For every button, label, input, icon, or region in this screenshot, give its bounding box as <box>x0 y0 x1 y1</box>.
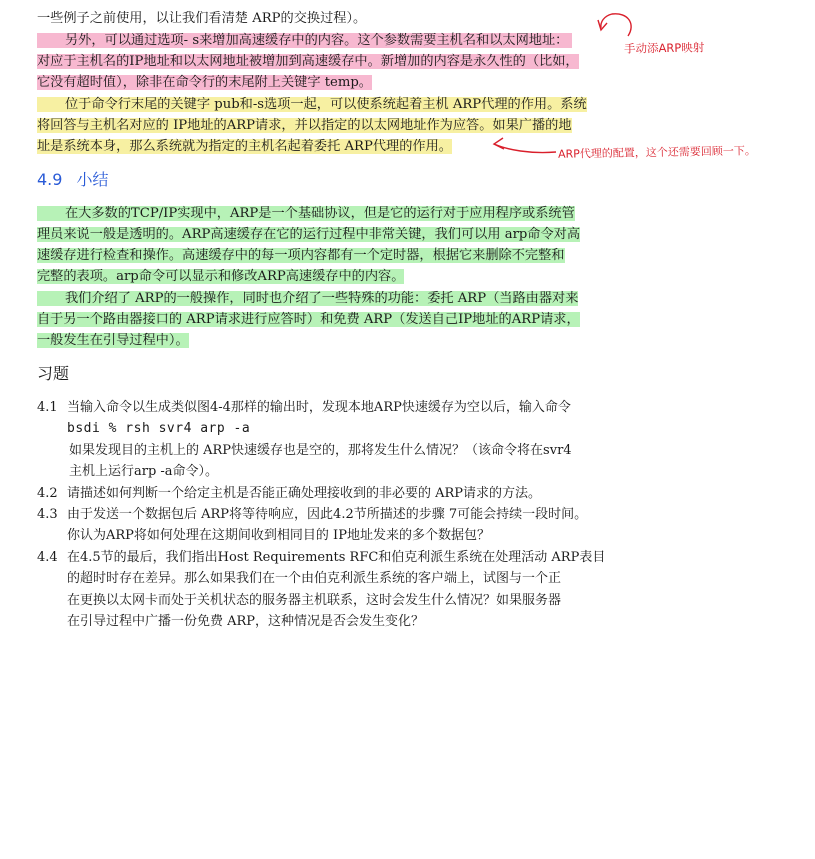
exercise-number: 4.4 <box>37 550 58 565</box>
exercise-number: 4.2 <box>37 486 58 501</box>
text-line: 一些例子之前使用，以让我们看清楚 ARP的交换过程）。 <box>37 11 367 26</box>
exercise-4-2: 4.2 请描述如何判断一个给定主机是否能正确处理接收到的非必要的 ARP请求的方法。 <box>37 483 622 504</box>
exercise-4-4: 4.4 在4.5节的最后，我们指出Host Requirements RFC和伯克利派生系统在处理活动 ARP表目 <box>37 547 622 568</box>
highlight-line-yellow: 将回答与主机名对应的 IP地址的ARP请求，并以指定的以太网地址作为应答。如果广播的地 <box>37 118 572 133</box>
exercise-line: 如果发现目的主机上的 ARP快速缓存也是空的，那将发生什么情况？（该命令将在svr4 <box>69 443 572 458</box>
highlight-line-green: 我们介绍了 ARP的一般操作，同时也介绍了一些特殊的功能：委托 ARP（当路由器对来 <box>37 288 617 309</box>
command-text: bsdi % rsh svr4 arp -a <box>67 421 251 436</box>
exercise-line: 在引导过程中广播一份免费 ARP，这种情况是否会发生变化？ <box>67 614 425 629</box>
exercises-heading: 习题 <box>37 364 70 383</box>
highlight-line-pink: 它没有超时值），除非在命令行的末尾附上关键字 temp。 <box>37 75 372 90</box>
highlight-line-green: 速缓存进行检查和操作。高速缓存中的每一项内容都有一个定时器，根据它来删除不完整和 <box>37 248 565 263</box>
highlight-line-yellow: 址是系统本身，那么系统就为指定的主机名起着委托 ARP代理的作用。 <box>37 139 452 154</box>
section-title: 小结 <box>76 170 109 189</box>
exercise-4-1: 4.1 当输入命令以生成类似图4-4那样的输出时，发现本地ARP快速缓存为空以后，输入命令 <box>37 397 622 418</box>
handwritten-note-2: ARP代理的配置，这个还需要回顾一下。 <box>557 144 756 161</box>
exercise-number: 4.3 <box>37 507 58 522</box>
section-heading <box>37 168 108 192</box>
exercise-line: 的超时时存在差异。那么如果我们在一个由伯克利派生系统的客户端上，试图与一个正 <box>67 571 562 586</box>
highlight-line-green: 在大多数的TCP/IP实现中，ARP是一个基础协议，但是它的运行对于应用程序或系统管 <box>37 203 617 224</box>
exercise-line: 在更换以太网卡而处于关机状态的服务器主机联系，这时会发生什么情况？如果服务器 <box>67 593 562 608</box>
highlight-line-yellow: 位于命令行末尾的关键字 pub和-s选项一起，可以使系统起着主机 ARP代理的作用。系统 <box>37 94 617 115</box>
handwritten-note-1: 手动添ARP映射 <box>623 40 705 56</box>
highlight-line-green: 自于另一个路由器接口的 ARP请求进行应答时）和免费 ARP（发送自己IP地址的ARP请求， <box>37 312 580 327</box>
command-line <box>37 418 622 439</box>
highlight-line-green: 理员来说一般是透明的。ARP高速缓存在它的运行过程中非常关键，我们可以用 arp命令对高 <box>37 227 581 242</box>
highlight-line-pink: 另外，可以通过选项- s来增加高速缓存中的内容。这个参数需要主机名和以太网地址： <box>37 30 617 51</box>
exercise-number: 4.1 <box>37 400 58 415</box>
highlight-line-pink: 对应于主机名的IP地址和以太网地址被增加到高速缓存中。新增加的内容是永久性的（比如， <box>37 54 579 69</box>
highlight-line-green: 一般发生在引导过程中）。 <box>37 333 189 348</box>
exercise-line: 主机上运行arp -a命令）。 <box>69 464 219 479</box>
section-number: 4.9 <box>37 170 63 189</box>
exercise-line: 你认为ARP将如何处理在这期间收到相同目的 IP地址发来的多个数据包？ <box>67 528 490 543</box>
highlight-line-green: 完整的表项。arp命令可以显示和修改ARP高速缓存中的内容。 <box>37 269 405 284</box>
exercise-4-3: 4.3 由于发送一个数据包后 ARP将等待响应，因此4.2节所描述的步骤 7可能会持续一段时间。 <box>37 504 622 525</box>
